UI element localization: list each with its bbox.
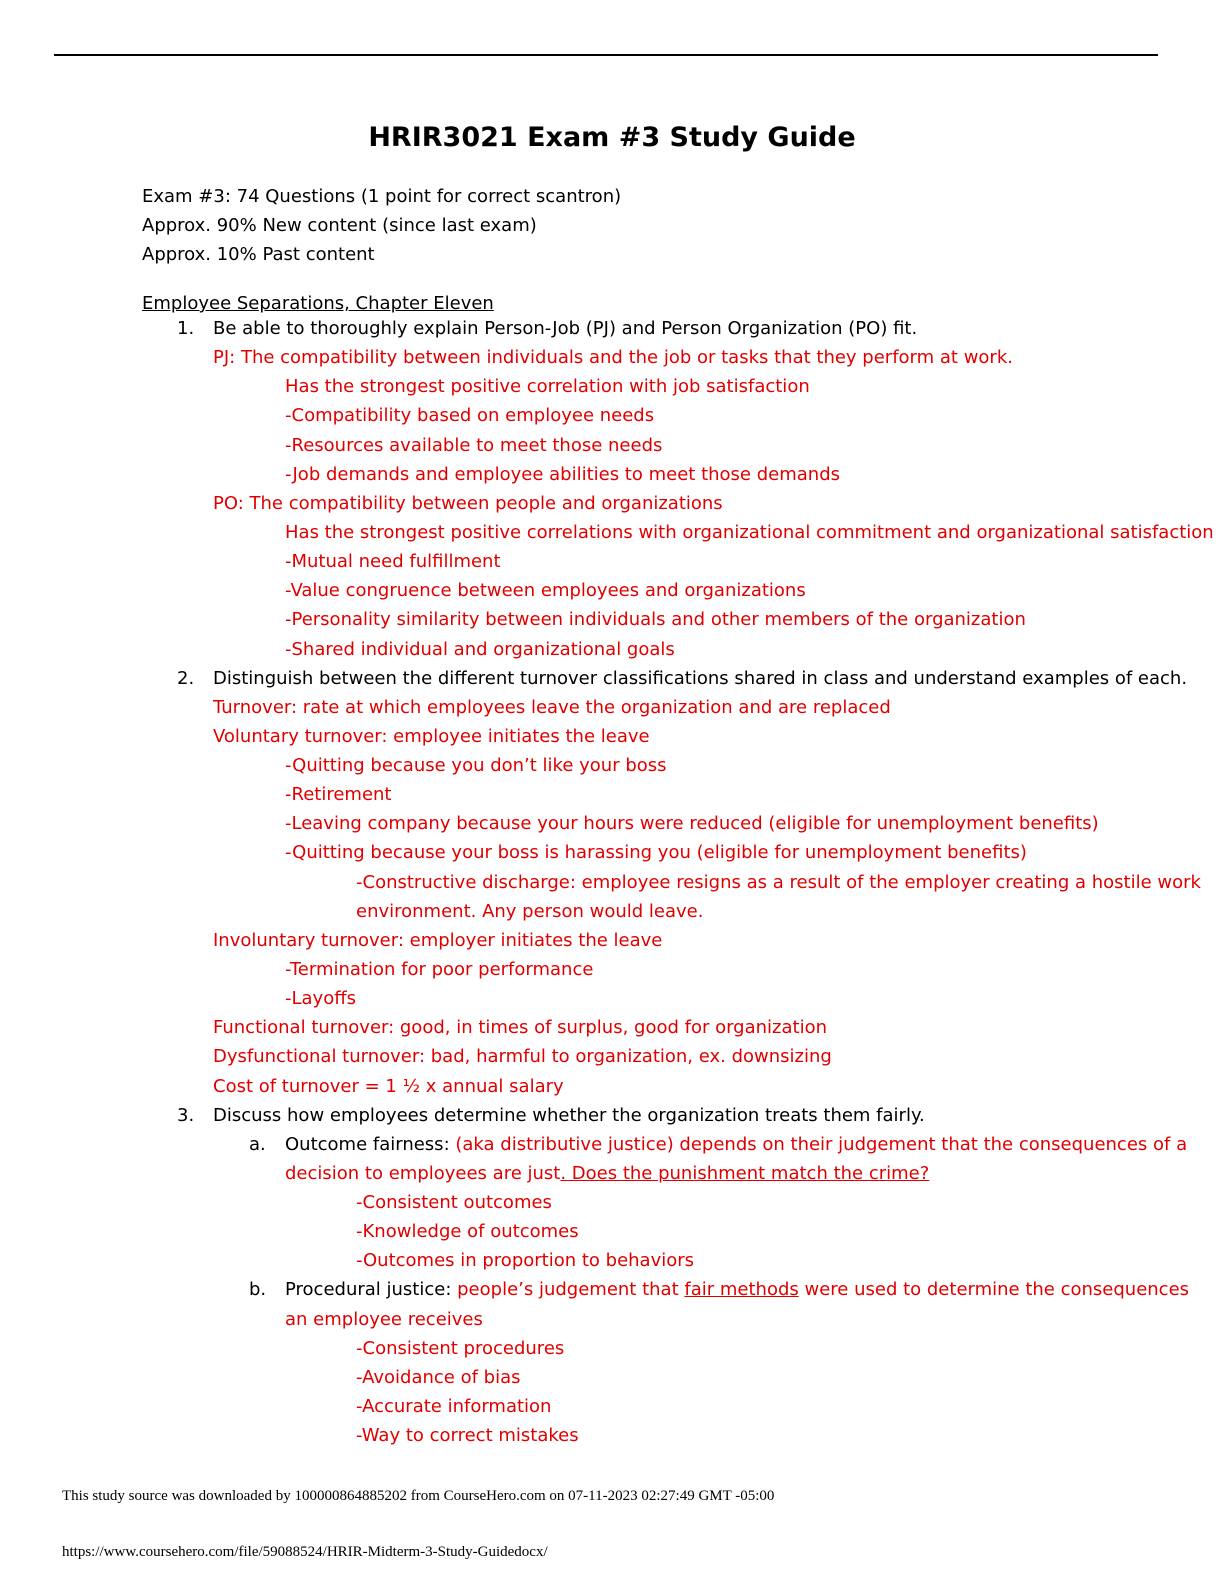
answer-subitem: -Knowledge of outcomes — [356, 1221, 579, 1242]
header-rule — [54, 54, 1158, 56]
subquestion-emphasis: fair methods — [684, 1279, 799, 1300]
answer-item: -Layoffs — [285, 988, 356, 1009]
subquestion-line — [285, 1163, 929, 1185]
subquestion-definition: were used to determine the consequences — [798, 1279, 1190, 1300]
answer-subitem: -Avoidance of bias — [356, 1367, 521, 1388]
intro-line: Approx. 90% New content (since last exam) — [142, 215, 537, 236]
download-note: This study source was downloaded by 100000864885202 from CourseHero.com on 07-11-2023 02:27:49 GMT -05:00 — [62, 1488, 775, 1504]
subquestion-definition: (aka distributive justice) depends on their judgement that the consequences of a — [455, 1134, 1188, 1155]
answer-line: Cost of turnover = 1 ½ x annual salary — [213, 1076, 564, 1097]
answer-item: -Termination for poor performance — [285, 959, 594, 980]
answer-line: Involuntary turnover: employer initiates the leave — [213, 930, 663, 951]
answer-subitem: -Outcomes in proportion to behaviors — [356, 1250, 695, 1271]
section-heading: Employee Separations, Chapter Eleven — [142, 293, 494, 314]
question-number: 2. — [177, 668, 195, 689]
answer-item: Has the strongest positive correlations with organizational commitment and organizational satisfaction — [285, 522, 1214, 543]
answer-subitem: -Consistent procedures — [356, 1338, 565, 1359]
answer-item: -Value congruence between employees and organizations — [285, 580, 806, 601]
answer-subitem: -Accurate information — [356, 1396, 552, 1417]
answer-item: -Personality similarity between individuals and other members of the organization — [285, 609, 1026, 630]
answer-subitem: -Way to correct mistakes — [356, 1425, 579, 1446]
answer-item: -Compatibility based on employee needs — [285, 405, 655, 426]
answer-subitem: -Consistent outcomes — [356, 1192, 552, 1213]
subquestion-label: Outcome fairness: — [285, 1134, 456, 1155]
subquestion-definition: people’s judgement that — [457, 1279, 685, 1300]
question-number: 3. — [177, 1105, 195, 1126]
answer-item: -Quitting because your boss is harassing you (eligible for unemployment benefits) — [285, 842, 1027, 863]
answer-item: -Leaving company because your hours were reduced (eligible for unemployment benefits) — [285, 813, 1099, 834]
question-text: Discuss how employees determine whether the organization treats them fairly. — [213, 1105, 925, 1126]
answer-item: -Job demands and employee abilities to meet those demands — [285, 464, 840, 485]
answer-item: -Retirement — [285, 784, 392, 805]
subquestion-label: Procedural justice: — [285, 1279, 458, 1300]
subquestion-emphasis: . Does the punishment match the crime? — [560, 1163, 930, 1184]
answer-line: Voluntary turnover: employee initiates the leave — [213, 726, 650, 747]
answer-item: -Shared individual and organizational goals — [285, 639, 675, 660]
document-title: HRIR3021 Exam #3 Study Guide — [368, 122, 856, 153]
subquestion-definition: decision to employees are just — [285, 1163, 561, 1184]
subquestion-line: an employee receives — [285, 1309, 483, 1330]
answer-item: -Quitting because you don’t like your boss — [285, 755, 667, 776]
subquestion-letter: b. — [249, 1279, 267, 1300]
question-number: 1. — [177, 318, 195, 339]
answer-line: Dysfunctional turnover: bad, harmful to organization, ex. downsizing — [213, 1046, 832, 1067]
answer-line: Functional turnover: good, in times of surplus, good for organization — [213, 1017, 828, 1038]
answer-item: -Mutual need fulfillment — [285, 551, 501, 572]
answer-subitem: environment. Any person would leave. — [356, 901, 704, 922]
intro-line: Approx. 10% Past content — [142, 244, 375, 265]
answer-line: Turnover: rate at which employees leave the organization and are replaced — [213, 697, 891, 718]
subquestion-line — [285, 1279, 1189, 1301]
intro-line: Exam #3: 74 Questions (1 point for correct scantron) — [142, 186, 622, 207]
answer-line: PJ: The compatibility between individuals and the job or tasks that they perform at work. — [213, 347, 1013, 368]
question-text: Be able to thoroughly explain Person-Job (PJ) and Person Organization (PO) fit. — [213, 318, 918, 339]
answer-item: Has the strongest positive correlation with job satisfaction — [285, 376, 810, 397]
answer-line: PO: The compatibility between people and organizations — [213, 493, 723, 514]
answer-subitem: -Constructive discharge: employee resigns as a result of the employer creating a hostile work — [356, 872, 1201, 893]
subquestion-line — [285, 1134, 1187, 1156]
subquestion-letter: a. — [249, 1134, 266, 1155]
answer-item: -Resources available to meet those needs — [285, 435, 663, 456]
question-text: Distinguish between the different turnover classifications shared in class and understand examples of each. — [213, 668, 1188, 689]
source-url-link[interactable]: https://www.coursehero.com/file/59088524/HRIR-Midterm-3-Study-Guidedocx/ — [62, 1544, 548, 1560]
